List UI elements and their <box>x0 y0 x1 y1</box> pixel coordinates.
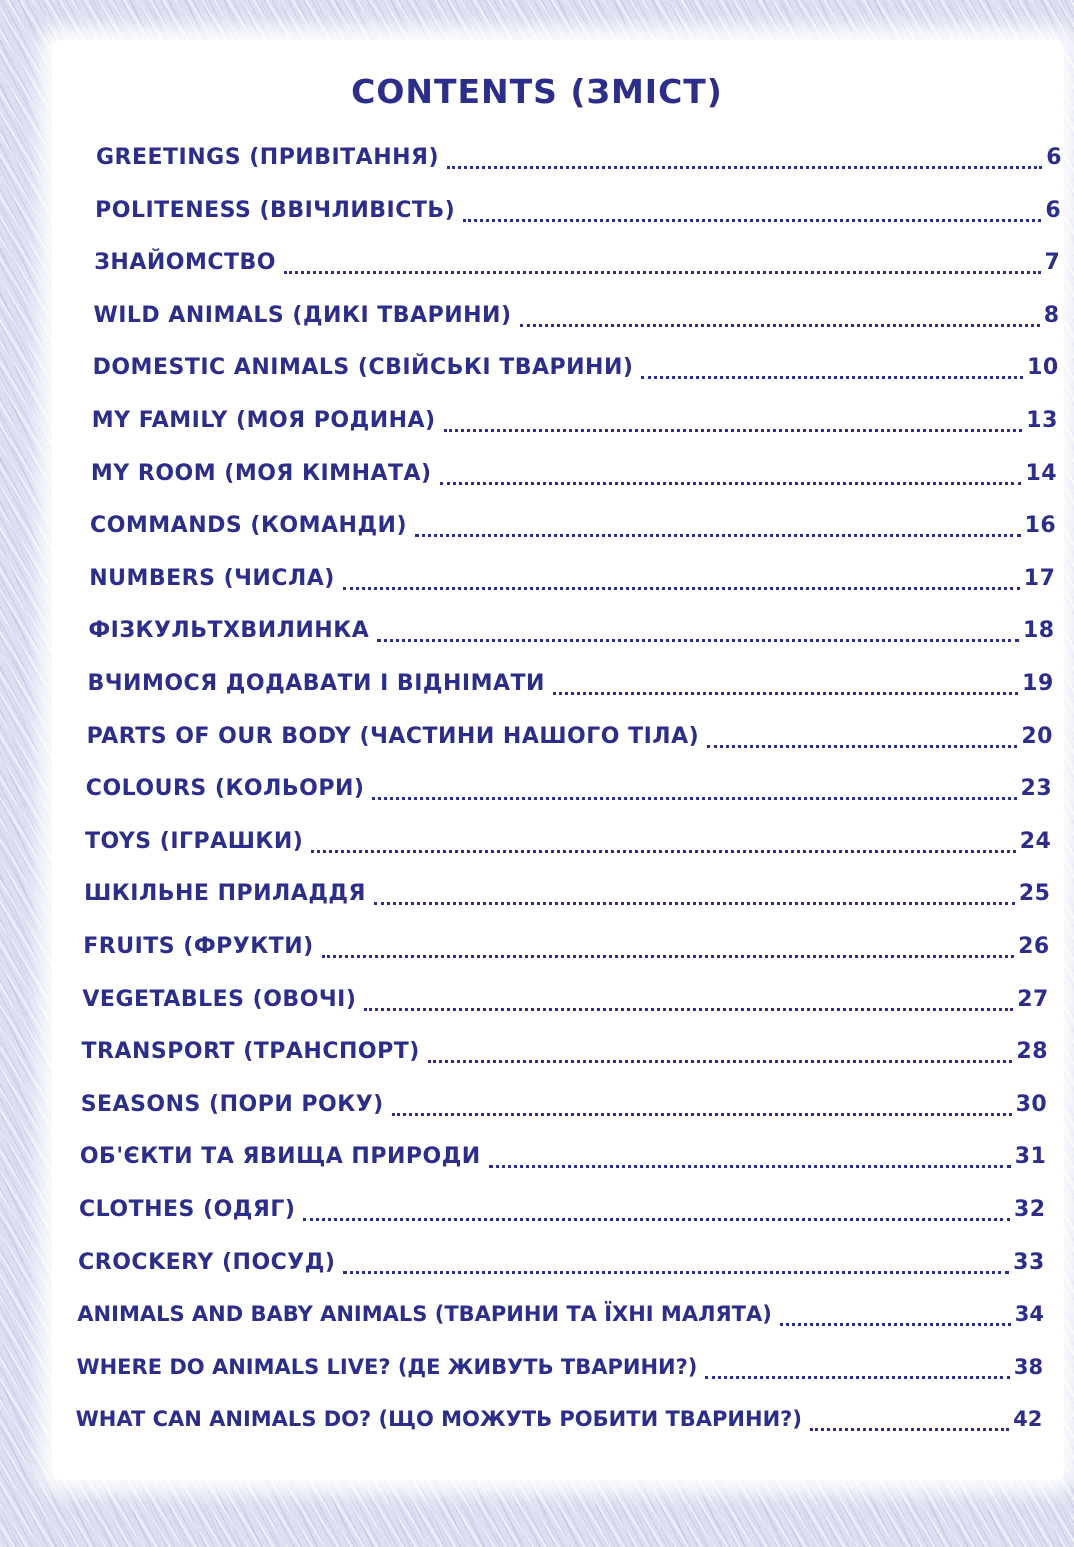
dot-leader <box>322 955 1014 958</box>
dot-leader <box>810 1428 1009 1431</box>
toc-page-number: 32 <box>1013 1197 1046 1222</box>
toc-entry-label: FRUITS (ФРУКТИ) <box>83 934 314 959</box>
toc-entry[interactable] <box>77 1302 1044 1332</box>
dot-leader <box>489 1165 1011 1168</box>
toc-entry-label: NUMBERS (ЧИСЛА) <box>89 565 335 591</box>
toc-entry-label: WHERE DO ANIMALS LIVE? (ДЕ ЖИВУТЬ ТВАРИНИ?) <box>76 1354 698 1379</box>
dot-leader <box>377 639 1019 642</box>
toc-entry-label: ФІЗКУЛЬТХВИЛИНКА <box>88 618 370 644</box>
toc-entry-label: ANIMALS AND BABY ANIMALS (ТВАРИНИ ТА ЇХНІ МАЛЯТА) <box>77 1302 772 1327</box>
toc-entry[interactable] <box>93 303 1059 333</box>
dot-leader <box>372 797 1016 800</box>
toc-entry-label: GREETINGS (ПРИВІТАННЯ) <box>96 145 440 170</box>
toc-entry[interactable] <box>88 618 1054 648</box>
dot-leader <box>707 745 1017 748</box>
dot-leader <box>520 324 1040 327</box>
toc-page-number: 17 <box>1023 565 1056 591</box>
toc-page-number: 19 <box>1022 671 1054 696</box>
toc-entry-label: COMMANDS (КОМАНДИ) <box>90 513 408 539</box>
dot-leader <box>311 850 1015 853</box>
toc-page-number: 38 <box>1013 1354 1044 1379</box>
toc-entry[interactable] <box>95 198 1061 228</box>
toc-page-number: 14 <box>1025 460 1058 486</box>
dot-leader <box>343 587 1020 590</box>
dot-leader <box>392 1113 1012 1116</box>
toc-entry[interactable] <box>89 566 1055 596</box>
dot-leader <box>463 219 1041 222</box>
toc-entry-label: POLITENESS (ВВІЧЛИВІСТЬ) <box>95 197 456 223</box>
toc-entry[interactable] <box>85 829 1051 859</box>
toc-entry-label: VEGETABLES (ОВОЧІ) <box>82 986 357 1012</box>
toc-page-number: 6 <box>1046 145 1062 170</box>
toc-page-number: 26 <box>1018 934 1050 959</box>
toc-entry-label: COLOURS (КОЛЬОРИ) <box>85 776 365 802</box>
dot-leader <box>428 1060 1013 1063</box>
toc-page-number: 24 <box>1019 828 1052 854</box>
toc-page-number: 42 <box>1013 1407 1043 1432</box>
toc-page-number: 33 <box>1013 1249 1045 1275</box>
dot-leader <box>641 376 1023 379</box>
toc-page-number: 8 <box>1043 302 1060 328</box>
dot-leader <box>284 271 1041 274</box>
toc-entry-label: CROCKERY (ПОСУД) <box>78 1249 336 1275</box>
toc-entry-label: DOMESTIC ANIMALS (СВІЙСЬКІ ТВАРИНИ) <box>92 355 634 381</box>
toc-entry[interactable] <box>82 987 1048 1017</box>
toc-entry-label: WHAT CAN ANIMALS DO? (ЩО МОЖУТЬ РОБИТИ ТВАРИНИ?) <box>75 1407 802 1432</box>
toc-entry[interactable] <box>84 881 1050 911</box>
toc-entry[interactable] <box>91 461 1057 491</box>
dot-leader <box>364 1008 1013 1011</box>
toc-entry[interactable] <box>88 671 1054 701</box>
toc-entry[interactable] <box>92 408 1058 438</box>
toc-entry[interactable] <box>79 1197 1046 1227</box>
toc-entry[interactable] <box>78 1250 1045 1280</box>
dot-leader <box>343 1271 1009 1274</box>
toc-entry[interactable] <box>83 934 1049 964</box>
toc-entry-label: ОБ'ЄКТИ ТА ЯВИЩА ПРИРОДИ <box>79 1144 481 1170</box>
toc-page-number: 16 <box>1024 513 1057 539</box>
toc-entry-label: MY FAMILY (МОЯ РОДИНА) <box>91 408 436 433</box>
page-title: CONTENTS (ЗМІСТ) <box>351 72 723 111</box>
toc-entry[interactable] <box>86 776 1052 806</box>
toc-entry-label: TRANSPORT (ТРАНСПОРТ) <box>81 1039 420 1065</box>
dot-leader <box>440 482 1022 485</box>
toc-page-number: 23 <box>1020 776 1053 802</box>
toc-entry-label: SEASONS (ПОРИ РОКУ) <box>80 1091 384 1117</box>
toc-page-number: 13 <box>1026 408 1058 433</box>
dot-leader <box>444 429 1023 432</box>
toc-page-number: 7 <box>1044 250 1061 276</box>
toc-page-number: 6 <box>1045 197 1062 223</box>
toc-page-number: 27 <box>1017 986 1049 1012</box>
dot-leader <box>374 902 1015 905</box>
toc-page-number: 31 <box>1014 1144 1047 1170</box>
toc-entry[interactable] <box>90 513 1056 543</box>
dot-leader <box>553 692 1018 695</box>
dot-leader <box>705 1376 1009 1379</box>
toc-entry-label: ШКІЛЬНЕ ПРИЛАДДЯ <box>84 881 366 907</box>
toc-entry-label: ЗНАЙОМСТВО <box>94 250 276 276</box>
toc-entry[interactable] <box>81 1092 1048 1122</box>
toc-entry[interactable] <box>76 1355 1043 1385</box>
toc-page-number: 30 <box>1015 1091 1048 1117</box>
toc-entry[interactable] <box>94 250 1060 280</box>
toc-entry-label: MY ROOM (МОЯ КІМНАТА) <box>90 460 432 486</box>
dot-leader <box>780 1323 1011 1326</box>
toc-page-number: 10 <box>1027 355 1059 381</box>
toc-entry[interactable] <box>80 1144 1047 1174</box>
toc-entry[interactable] <box>76 1407 1043 1437</box>
toc-page-number: 18 <box>1022 618 1055 644</box>
toc-page-number: 25 <box>1018 881 1051 907</box>
toc-page-number: 20 <box>1021 723 1053 749</box>
toc-entry[interactable] <box>87 724 1053 754</box>
toc-entry-label: WILD ANIMALS (ДИКІ ТВАРИНИ) <box>93 302 512 328</box>
toc-page-number: 28 <box>1016 1039 1049 1065</box>
toc-entry-label: TOYS (ІГРАШКИ) <box>84 828 304 854</box>
dot-leader <box>447 166 1042 169</box>
toc-entry[interactable] <box>96 145 1062 175</box>
dot-leader <box>415 534 1021 537</box>
toc-page-number: 34 <box>1014 1302 1044 1327</box>
dot-leader <box>303 1218 1010 1221</box>
toc-entry-label: PARTS OF OUR BODY (ЧАСТИНИ НАШОГО ТІЛА) <box>86 723 700 749</box>
toc-entry-label: ВЧИМОСЯ ДОДАВАТИ І ВІДНІМАТИ <box>87 671 545 696</box>
toc-entry-label: CLOTHES (ОДЯГ) <box>79 1197 296 1222</box>
toc-entry[interactable] <box>93 355 1059 385</box>
toc-entry[interactable] <box>82 1039 1049 1069</box>
